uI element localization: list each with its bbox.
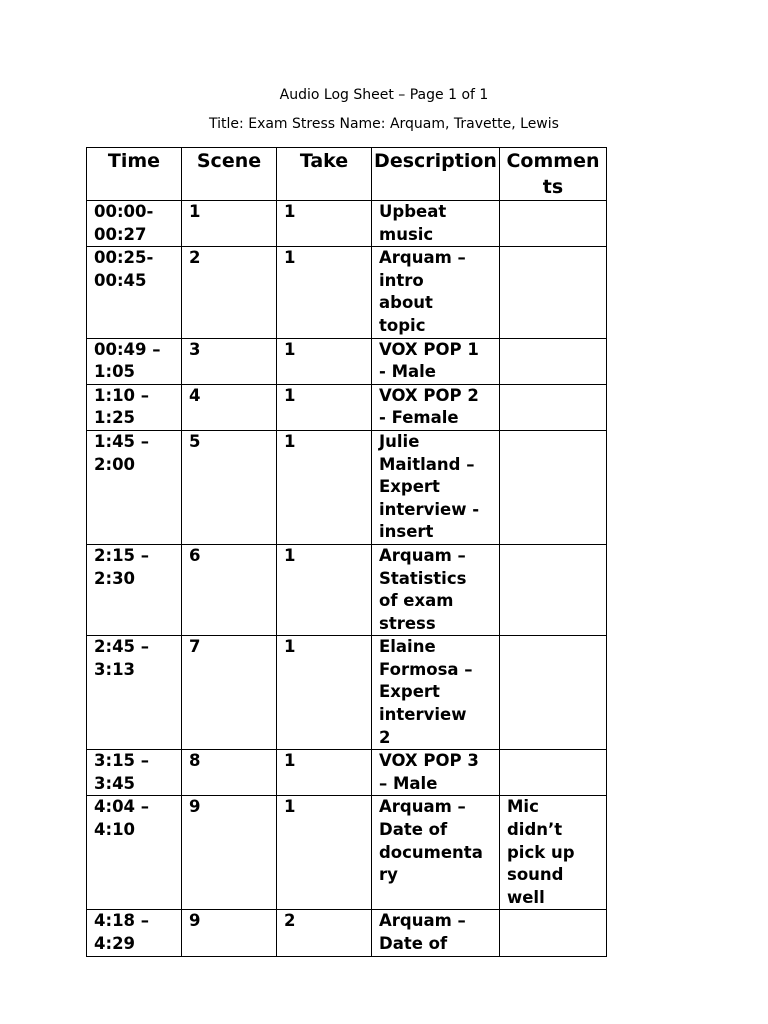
description-cell: Julie Maitland – Expert interview - insert [372,430,500,544]
column-header-take: Take [277,148,372,201]
comments-cell [500,636,607,750]
table-row [87,544,607,635]
description-cell: Arquam – Date of documenta ry [372,796,500,910]
table-header [87,148,607,201]
table-row [87,201,607,247]
time-cell: 1:45 – 2:00 [87,430,182,544]
description-cell: Arquam – intro about topic [372,247,500,338]
scene-cell: 1 [182,201,277,247]
time-cell: 00:25- 00:45 [87,247,182,338]
scene-cell: 8 [182,750,277,796]
take-cell: 1 [277,338,372,384]
time-cell: 00:00- 00:27 [87,201,182,247]
page-title: Audio Log Sheet – Page 1 of 1 [279,87,489,103]
description-cell: VOX POP 2 - Female [372,384,500,430]
scene-cell: 5 [182,430,277,544]
description-cell: Upbeat music [372,201,500,247]
table-row [87,910,607,956]
table-row [87,384,607,430]
comments-cell [500,430,607,544]
take-cell: 2 [277,910,372,956]
take-cell: 1 [277,636,372,750]
description-cell: VOX POP 1 - Male [372,338,500,384]
table-row [87,430,607,544]
table-row [87,338,607,384]
table-row [87,750,607,796]
comments-cell [500,384,607,430]
scene-cell: 9 [182,796,277,910]
description-cell: Elaine Formosa – Expert interview 2 [372,636,500,750]
take-cell: 1 [277,430,372,544]
document-subtitle: Title: Exam Stress Name: Arquam, Travette, Lewis [209,116,559,132]
time-cell: 2:45 – 3:13 [87,636,182,750]
comments-cell [500,201,607,247]
take-cell: 1 [277,201,372,247]
table-row [87,636,607,750]
take-cell: 1 [277,750,372,796]
scene-cell: 7 [182,636,277,750]
time-cell: 1:10 – 1:25 [87,384,182,430]
time-cell: 2:15 – 2:30 [87,544,182,635]
scene-cell: 9 [182,910,277,956]
column-header-comments: Comments [500,148,607,201]
comments-cell: Mic didn’t pick up sound well [500,796,607,910]
comments-cell [500,338,607,384]
take-cell: 1 [277,247,372,338]
comments-cell [500,910,607,956]
time-cell: 4:04 – 4:10 [87,796,182,910]
take-cell: 1 [277,384,372,430]
time-cell: 00:49 – 1:05 [87,338,182,384]
scene-cell: 3 [182,338,277,384]
take-cell: 1 [277,544,372,635]
comments-cell [500,247,607,338]
scene-cell: 6 [182,544,277,635]
description-cell: Arquam – Statistics of exam stress [372,544,500,635]
scene-cell: 4 [182,384,277,430]
table-row [87,796,607,910]
time-cell: 4:18 – 4:29 [87,910,182,956]
scene-cell: 2 [182,247,277,338]
time-cell: 3:15 – 3:45 [87,750,182,796]
take-cell: 1 [277,796,372,910]
header-row [87,148,607,201]
column-header-description: Description [372,148,500,201]
description-cell: Arquam – Date of [372,910,500,956]
audio-log-table [86,147,607,957]
comments-cell [500,544,607,635]
table-body [87,201,607,957]
column-header-time: Time [87,148,182,201]
comments-cell [500,750,607,796]
column-header-scene: Scene [182,148,277,201]
table-row [87,247,607,338]
description-cell: VOX POP 3 – Male [372,750,500,796]
